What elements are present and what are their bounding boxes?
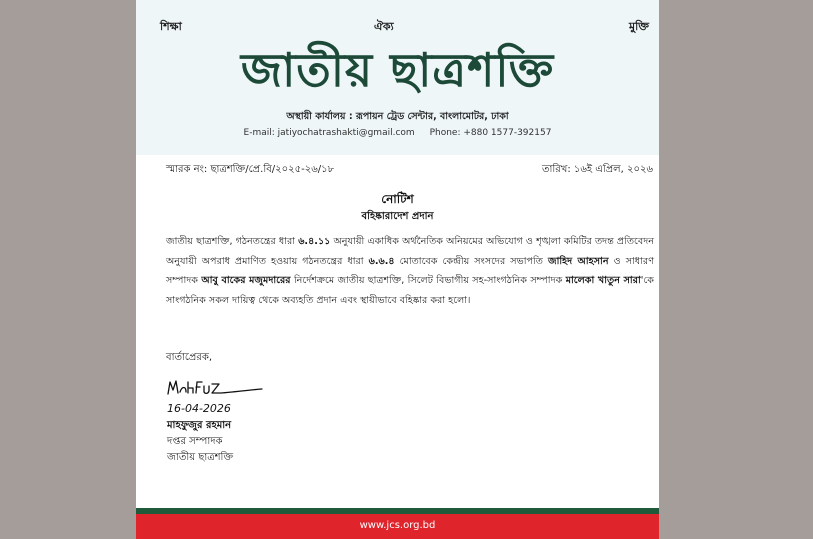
memo-date: তারিখ: ১৬ই এপ্রিল, ২০২৬ [542,164,653,175]
motto-liberation: মুক্তি [629,20,649,33]
phone-text: Phone: +880 1577-392157 [429,128,552,138]
memo-reference: স্মারক নং: ছাত্রশক্তি/প্রে.বি/২০২৫-২৬/১৮ [166,164,335,175]
letterhead [136,0,659,155]
expelled-member-name: মালেকা খাতুন সারা [565,275,641,286]
notice-title: নোটিশ [381,192,414,206]
organization-name: জাতীয় ছাত্রশক্তি [240,43,555,97]
clause-ref: ৬.৪.১১ [298,236,331,247]
signature-date: 16-04-2026 [167,402,231,415]
signer-organization: জাতীয় ছাত্রশক্তি [167,452,234,463]
footer-bar [136,514,659,539]
clause-ref: ৬.৬.৪ [368,255,395,267]
notice-document [136,0,659,539]
website-link[interactable]: www.jcs.org.bd [359,520,436,531]
signer-name: মাহফুজুর রহমান [167,420,232,431]
notice-body: জাতীয় ছাত্রশক্তি, গঠনতন্ত্রের ধারা ৬.৪.১১ অনুযায়ী একাধিক অর্থনৈতিক অনিয়মের অভিযোগ ও শৃঙ্খলা কমিটির তদন্ত প্রতিবেদন অনুযায়ী অপরাধ প্রমাণিত হওয়ায় গঠনতন্ত্রের ধারা ৬.৬.৪ মোতাবেক কেন্দ্রীয় সংসদের সভাপতি জাহিদ আহসান ও সাধারণ সম্পাদক আবু বাকের মজুমদারের নির্দেশক্রমে জাতীয় ছাত্রশক্তি, সিলেট বিভাগীয় সহ-সাংগঠনিক সম্পাদক মালেকা খাতুন সারা'কে সাংগঠনিক সকল দায়িত্ব থেকে অব্যহতি প্রদান এবং স্থায়ীভাবে বহিষ্কার করা হলো। [166,236,654,306]
motto-education: শিক্ষা [160,20,182,33]
office-address: অস্থায়ী কার্যালয় : রূপায়ন ট্রেড সেন্টার, বাংলামোটর, ঢাকা [286,111,509,122]
email-text: E-mail: jatiyochatrashakti@gmail.com [243,128,415,138]
sender-label: বার্তাপ্রেরক, [166,352,213,363]
contact-line [136,128,659,138]
signer-role: দপ্তর সম্পাদক [167,436,223,447]
motto-unity: ঐক্য [374,20,394,33]
president-name: জাহিদ আহসান [547,255,609,267]
signature [164,374,264,402]
notice-subtitle: বহিষ্কারাদেশ প্রদান [361,211,434,222]
general-secretary-name: আবু বাকের মজুমদারের [201,275,291,286]
